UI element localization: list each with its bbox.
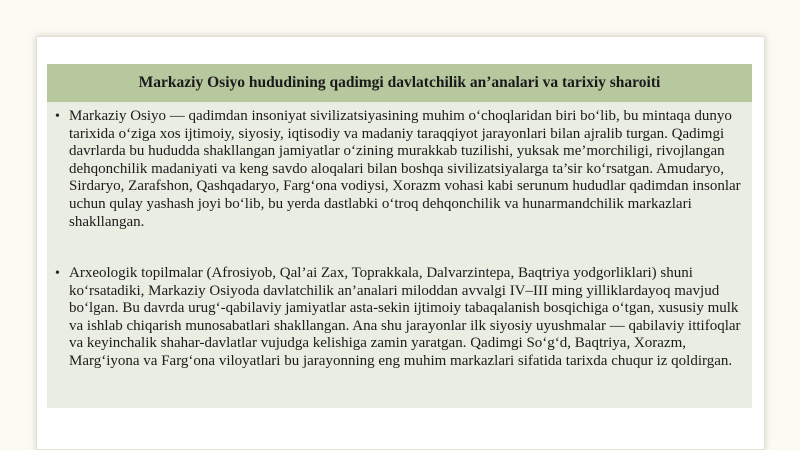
bullet-item [55,108,745,231]
bullet-marker: • [55,109,60,124]
slide-title: Markaziy Osiyo hududining qadimgi davlatchilik an’analari va tarixiy sharoiti [138,74,661,91]
slide-title-bar [47,64,752,104]
bullet-text: Markaziy Osiyo — qadimdan insoniyat sivilizatsiyasining muhim o‘choqlaridan biri bo‘lib, bu mintaqa dunyo tarixida o‘ziga xos ijtimoiy, siyosiy, iqtisodiy va madaniy taraqqiyot jarayonlari bilan ajralib turgan. Qadimgi davrlarda bu hududda shakllangan jamiyatlar o‘zining murakkab tuzilishi, yuksak me’morchiligi, rivojlangan dehqonchilik madaniyati va keng savdo aloqalari bilan boshqa sivilizatsiyalarga ta’sir ko‘rsatgan. Amudaryo, Sirdaryo, Zarafshon, Qashqadaryo, Farg‘ona vodiysi, Xorazm vohasi kabi serunum hududlar qadimdan insonlar uchun qulay yashash joyi bo‘lib, bu yerda dastlabki o‘troq dehqonchilik va hunarmandchilik markazlari shakllangan. [69,108,741,230]
bullet-item [55,265,745,371]
bullet-text: Arxeologik topilmalar (Afrosiyob, Qal’ai Zax, Toprakkala, Dalvarzintepa, Baqtriya yodgorliklari) shuni ko‘rsatadiki, Markaziy Osiyoda davlatchilik an’analari miloddan avvalgi IV–III ming yilliklardayoq mavjud bo‘lgan. Bu davrda urug‘-qabilaviy jamiyatlar asta-sekin ijtimoiy tabaqalanish bosqichiga o‘tgan, xususiy mulk va ishlab chiqarish munosabatlari shakllangan. Ana shu jarayonlar ilk siyosiy uyushmalar — qabilaviy ittifoqlar va keyinchalik shahar-davlatlar vujudga kelishiga zamin yaratgan. Qadimgi So‘g‘d, Baqtriya, Xorazm, Marg‘iyona va Farg‘ona viloyatlari bu jarayonning eng muhim markazlari sifatida tarixda chuqur iz qoldirgan. [69,265,741,369]
bullet-marker: • [55,266,60,281]
